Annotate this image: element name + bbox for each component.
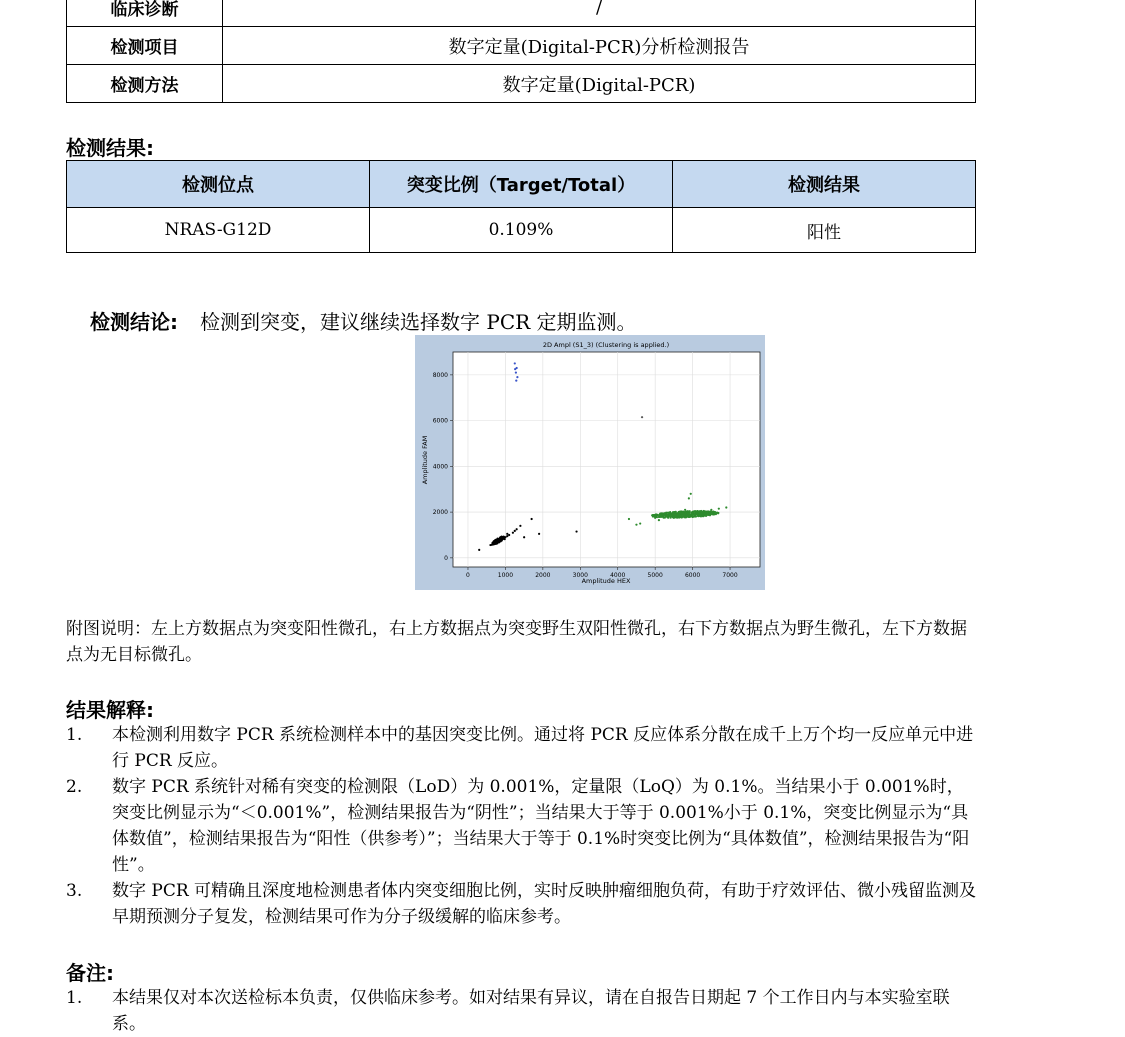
data-point bbox=[628, 518, 630, 520]
data-point bbox=[515, 379, 517, 381]
info-label: 检测项目 bbox=[67, 27, 223, 65]
list-item bbox=[66, 774, 978, 878]
figure-caption: 附图说明：左上方数据点为突变阳性微孔，右上方数据点为突变野生双阳性微孔，右下方数据点为野生微孔，左下方数据点为无目标微孔。 bbox=[66, 619, 967, 665]
plot-area bbox=[453, 352, 760, 567]
interpretation-list bbox=[66, 722, 978, 930]
item-number: 3. bbox=[66, 881, 83, 901]
data-point bbox=[656, 514, 658, 516]
data-point bbox=[693, 514, 695, 516]
results-row bbox=[67, 208, 976, 253]
data-point bbox=[694, 510, 696, 512]
data-point bbox=[666, 512, 668, 514]
data-point bbox=[681, 513, 683, 515]
data-point bbox=[677, 514, 679, 516]
item-number: 2. bbox=[66, 777, 83, 797]
data-point bbox=[696, 510, 698, 512]
data-point bbox=[575, 530, 577, 532]
data-point bbox=[699, 511, 701, 513]
y-tick-label: 2000 bbox=[432, 509, 448, 517]
x-tick-label: 3000 bbox=[572, 572, 588, 579]
results-table bbox=[66, 160, 976, 253]
y-tick-label: 0 bbox=[444, 554, 448, 562]
info-value: / bbox=[223, 0, 976, 27]
data-point bbox=[710, 513, 712, 515]
data-point bbox=[676, 517, 678, 519]
data-point bbox=[667, 514, 669, 516]
list-item bbox=[66, 985, 978, 1037]
data-point bbox=[684, 509, 686, 511]
item-number: 1. bbox=[66, 725, 83, 745]
data-point bbox=[666, 516, 668, 518]
data-point bbox=[495, 542, 497, 544]
data-point bbox=[531, 518, 533, 520]
data-point bbox=[673, 514, 675, 516]
item-text: 本结果仅对本次送检标本负责，仅供临床参考。如对结果有异议，请在自报告日期起 7 个工作日内与本实验室联系。 bbox=[112, 988, 950, 1034]
data-point bbox=[658, 519, 660, 521]
data-point bbox=[501, 538, 503, 540]
header-result: 检测结果 bbox=[673, 161, 976, 208]
x-axis-label: Amplitude HEX bbox=[581, 577, 631, 585]
data-point bbox=[503, 536, 505, 538]
results-header-row bbox=[67, 161, 976, 208]
data-point bbox=[694, 512, 696, 514]
data-point bbox=[538, 533, 540, 535]
data-point bbox=[514, 368, 516, 370]
data-point bbox=[690, 493, 692, 495]
data-point bbox=[635, 524, 637, 526]
cell-result: 阳性 bbox=[673, 208, 976, 253]
item-number: 1. bbox=[66, 988, 83, 1008]
remarks-list bbox=[66, 985, 978, 1037]
data-point bbox=[692, 516, 694, 518]
scatter-chart bbox=[415, 335, 765, 590]
data-point bbox=[664, 517, 666, 519]
list-item bbox=[66, 878, 978, 930]
data-point bbox=[664, 514, 666, 516]
x-tick-label: 4000 bbox=[610, 572, 626, 579]
info-row-diagnosis bbox=[67, 0, 976, 27]
conclusion-text: 检测到突变，建议继续选择数字 PCR 定期监测。 bbox=[200, 310, 637, 334]
data-point bbox=[496, 538, 498, 540]
data-point bbox=[687, 513, 689, 515]
data-point bbox=[499, 539, 501, 541]
data-point bbox=[523, 536, 525, 538]
x-tick-label: 1000 bbox=[497, 572, 514, 579]
item-text: 数字 PCR 可精确且深度地检测患者体内突变细胞比例，实时反映肿瘤细胞负荷，有助于疗效评估、微小残留监测及早期预测分子复发，检测结果可作为分子级缓解的临床参考。 bbox=[112, 881, 977, 927]
header-ratio: 突变比例（Target/Total） bbox=[370, 161, 673, 208]
data-point bbox=[506, 533, 508, 535]
data-point bbox=[514, 530, 516, 532]
y-tick-label: 8000 bbox=[432, 371, 448, 379]
chart-title: 2D Ampl (S1_3) (Clustering is applied.) bbox=[542, 341, 670, 349]
data-point bbox=[670, 517, 672, 519]
info-label: 临床诊断 bbox=[67, 0, 223, 27]
data-point bbox=[701, 513, 703, 515]
data-point bbox=[516, 376, 518, 378]
info-label: 检测方法 bbox=[67, 65, 223, 103]
data-point bbox=[675, 511, 677, 513]
y-axis-label: Amplitude FAM bbox=[421, 435, 429, 485]
info-table bbox=[66, 0, 976, 103]
data-point bbox=[516, 528, 518, 530]
x-tick-label: 6000 bbox=[684, 572, 701, 579]
data-point bbox=[515, 371, 517, 373]
data-point bbox=[688, 497, 690, 499]
data-point bbox=[514, 362, 516, 364]
scatter-figure bbox=[415, 335, 765, 590]
data-point bbox=[652, 514, 654, 516]
list-item bbox=[66, 722, 978, 774]
data-point bbox=[664, 512, 666, 514]
data-point bbox=[702, 513, 704, 515]
data-point bbox=[696, 512, 698, 514]
interpretation-heading: 结果解释: bbox=[66, 698, 154, 722]
data-point bbox=[641, 416, 643, 418]
conclusion-label: 检测结论: bbox=[90, 310, 178, 334]
data-point bbox=[660, 514, 662, 516]
x-tick-label: 2000 bbox=[535, 572, 551, 579]
data-point bbox=[709, 511, 711, 513]
data-point bbox=[512, 532, 514, 534]
data-point bbox=[691, 513, 693, 515]
data-point bbox=[705, 514, 707, 516]
cell-ratio: 0.109% bbox=[370, 208, 673, 253]
data-point bbox=[703, 510, 705, 512]
remarks-heading: 备注: bbox=[66, 961, 114, 985]
item-text: 本检测利用数字 PCR 系统检测样本中的基因突变比例。通过将 PCR 反应体系分散在成千上万个均一反应单元中进行 PCR 反应。 bbox=[112, 725, 974, 771]
data-point bbox=[671, 515, 673, 517]
cell-site: NRAS-G12D bbox=[67, 208, 370, 253]
data-point bbox=[506, 535, 508, 537]
data-point bbox=[680, 511, 682, 513]
data-point bbox=[519, 525, 521, 527]
data-point bbox=[508, 534, 510, 536]
data-point bbox=[697, 514, 699, 516]
data-point bbox=[687, 510, 689, 512]
data-point bbox=[478, 549, 480, 551]
data-point bbox=[497, 541, 499, 543]
data-point bbox=[715, 512, 717, 514]
data-point bbox=[683, 514, 685, 516]
data-point bbox=[725, 506, 727, 508]
data-point bbox=[639, 522, 641, 524]
x-tick-label: 0 bbox=[466, 572, 470, 579]
info-row-item bbox=[67, 27, 976, 65]
data-point bbox=[679, 514, 681, 516]
data-point bbox=[718, 508, 720, 510]
data-point bbox=[689, 515, 691, 517]
info-value: 数字定量(Digital-PCR) bbox=[223, 65, 976, 103]
info-row-method bbox=[67, 65, 976, 103]
y-tick-label: 6000 bbox=[432, 417, 448, 425]
data-point bbox=[707, 513, 709, 515]
x-tick-label: 5000 bbox=[647, 572, 663, 579]
info-value: 数字定量(Digital-PCR)分析检测报告 bbox=[223, 27, 976, 65]
item-text: 数字 PCR 系统针对稀有突变的检测限（LoD）为 0.001%，定量限（LoQ）为 0.1%。当结果小于 0.001%时，突变比例显示为“＜0.001%”，检测结果报告为“阴性”；当结果大于等于 0.001%小于 0.1%，突变比例显示为“具体数值”，检测结果报告为“阳性（供参考）”；当结果大于等于 0.1%时突变比例为“具体数值”，检测结果报告为“阳性”。 bbox=[112, 777, 970, 875]
data-point bbox=[678, 517, 680, 519]
y-tick-label: 4000 bbox=[432, 463, 448, 471]
conclusion bbox=[90, 306, 637, 335]
x-tick-label: 7000 bbox=[722, 572, 738, 579]
results-heading: 检测结果: bbox=[66, 136, 154, 160]
data-point bbox=[687, 516, 689, 518]
header-site: 检测位点 bbox=[67, 161, 370, 208]
data-point bbox=[685, 511, 687, 513]
